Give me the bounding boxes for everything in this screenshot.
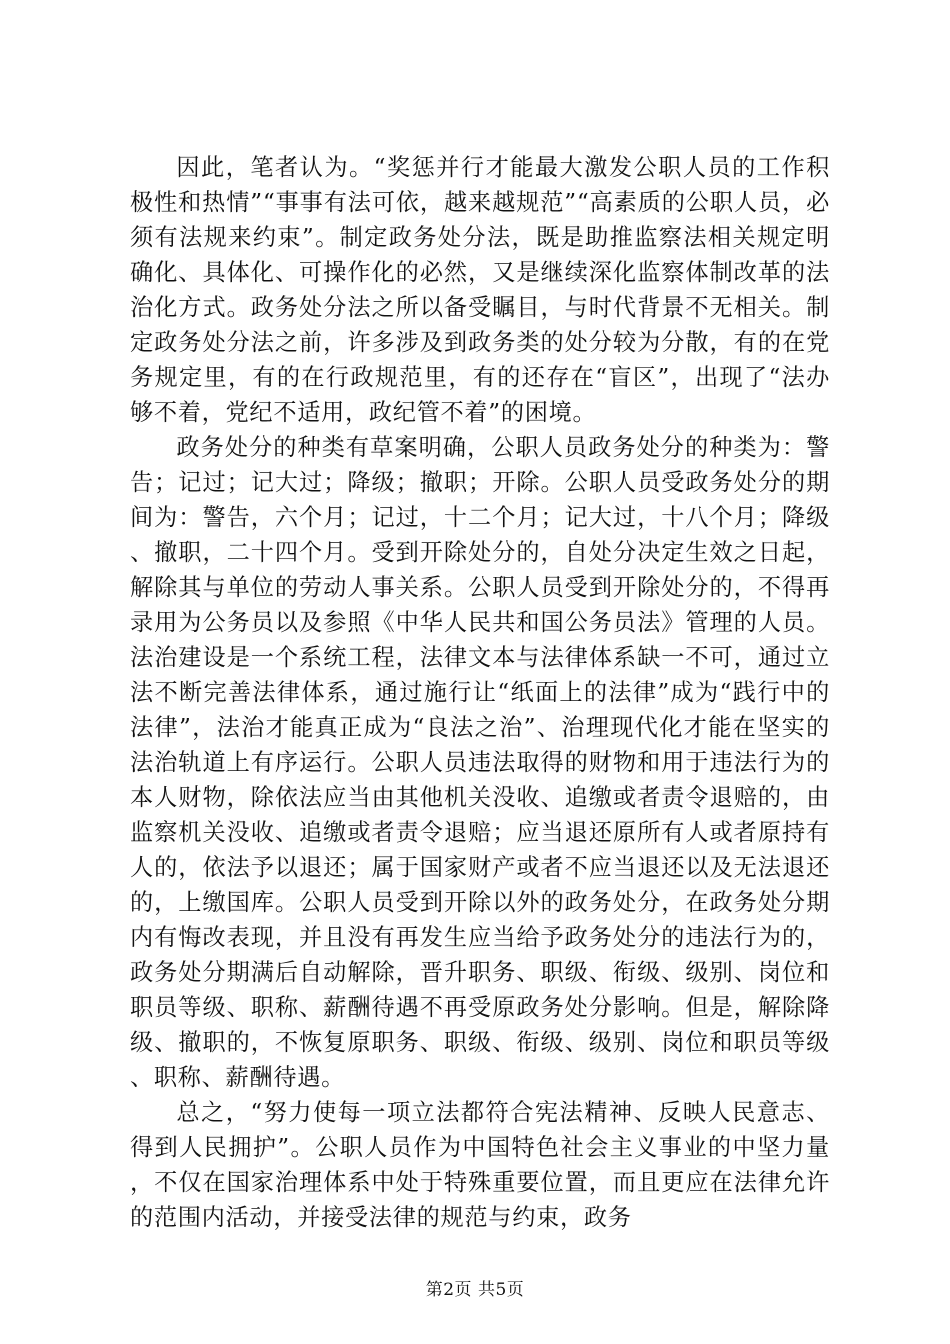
document-body [130,150,830,1235]
paragraph: 政务处分的种类有草案明确，公职人员政务处分的种类为：警告；记过；记大过；降级；撤职；开除。公职人员受政务处分的期间为：警告，六个月；记过，十二个月；记大过，十八个月；降级、撤职，二十四个月。受到开除处分的，自处分决定生效之日起，解除其与单位的劳动人事关系。公职人员受到开除处分的，不得再录用为公务员以及参照《中华人民共和国公务员法》管理的人员。法治建设是一个系统工程，法律文本与法律体系缺一不可，通过立法不断完善法律体系，通过施行让“纸面上的法律”成为“践行中的法律”，法治才能真正成为“良法之治”、治理现代化才能在坚实的法治轨道上有序运行。公职人员违法取得的财物和用于违法行为的本人财物，除依法应当由其他机关没收、追缴或者责令退赔的，由监察机关没收、追缴或者责令退赔；应当退还原所有人或者原持有人的，依法予以退还；属于国家财产或者不应当退还以及无法退还的，上缴国库。公职人员受到开除以外的政务处分，在政务处分期内有悔改表现，并且没有再发生应当给予政务处分的违法行为的，政务处分期满后自动解除，晋升职务、职级、衔级、级别、岗位和职员等级、职称、薪酬待遇不再受原政务处分影响。但是，解除降级、撤职的，不恢复原职务、职级、衔级、级别、岗位和职员等级、职称、薪酬待遇。 [130,434,830,1091]
page-number-footer: 第2页 共5页 [425,1280,525,1300]
paragraph: 因此，笔者认为。“奖惩并行才能最大激发公职人员的工作积极性和热情”“事事有法可依，越来越规范”“高素质的公职人员，必须有法规来约束”。制定政务处分法，既是助推监察法相关规定明确化、具体化、可操作化的必然，又是继续深化监察体制改革的法治化方式。政务处分法之所以备受瞩目，与时代背景不无相关。制定政务处分法之前，许多涉及到政务类的处分较为分散，有的在党务规定里，有的在行政规范里，有的还存在“盲区”，出现了“法办够不着，党纪不适用，政纪管不着”的困境。 [130,154,830,426]
paragraph: 总之，“努力使每一项立法都符合宪法精神、反映人民意志、得到人民拥护”。公职人员作为中国特色社会主义事业的中坚力量，不仅在国家治理体系中处于特殊重要位置，而且更应在法律允许的范围内活动，并接受法律的规范与约束，政务 [130,1099,830,1231]
